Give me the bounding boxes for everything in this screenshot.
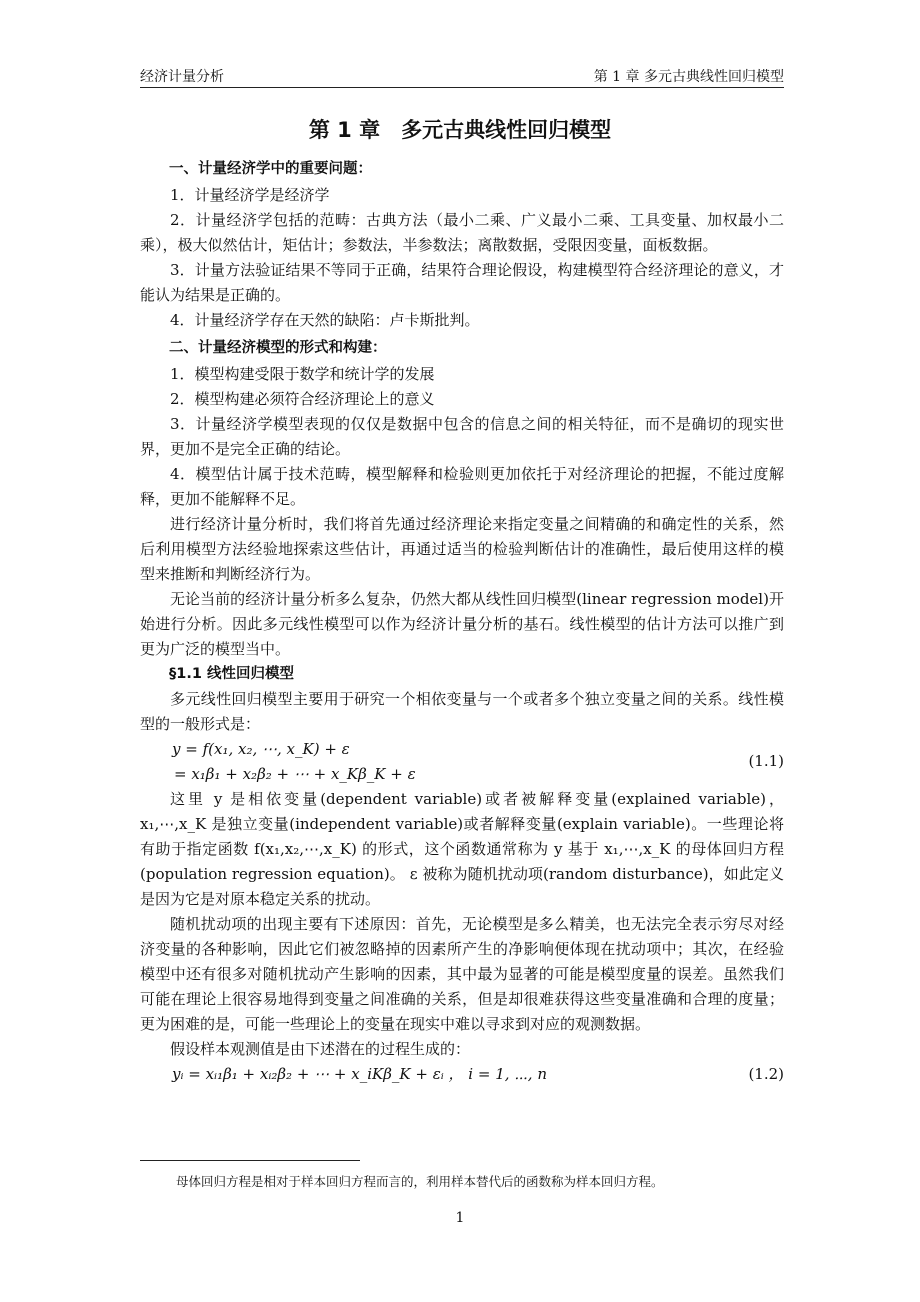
paragraph-4: 这里 y 是相依变量(dependent variable)或者被解释变量(explained variable)， x₁,⋯,x_K 是独立变量(independent variable)或者解释变量(explain variable)。一些理论将有助于指定函数 f(x₁,x₂,⋯,x_K) 的形式，这个函数通常称为 y 基于 x₁,⋯,x_K 的母体回归方程(population regression equation)。 ε 被称为随机扰动项(random disturbance)，如此定义是因为它是对原本稳定关系的扰动。 [140, 790, 784, 908]
section1-item-4: 4．计量经济学存在天然的缺陷：卢卡斯批判。 [170, 311, 480, 329]
equation-1-2-text: yᵢ = xᵢ₁β₁ + xᵢ₂β₂ + ⋯ + x_iKβ_K + εᵢ ， i = 1, ⋯, n [172, 1065, 547, 1083]
equation-1-1-line1: y = f(x₁, x₂, ⋯, x_K) + ε [172, 740, 350, 758]
paragraph-3: 多元线性回归模型主要用于研究一个相依变量与一个或者多个独立变量之间的关系。线性模型的一般形式是： [140, 690, 784, 733]
running-header-right: 第 1 章 多元古典线性回归模型 [593, 69, 784, 85]
paragraph-2: 无论当前的经济计量分析多么复杂，仍然大都从线性回归模型(linear regression model)开始进行分析。因此多元线性模型可以作为经济计量分析的基石。线性模型的估计方法可以推广到更为广泛的模型当中。 [140, 590, 784, 658]
section1-heading: 一、计量经济学中的重要问题： [169, 161, 372, 177]
footnote-rule [140, 1160, 360, 1161]
section1-item-3: 3．计量方法验证结果不等同于正确，结果符合理论假设，构建模型符合经济理论的意义，才能认为结果是正确的。 [140, 261, 784, 304]
equation-1-2 [140, 1062, 784, 1087]
section-1-1-heading: §1.1 线性回归模型 [169, 666, 294, 682]
paragraph-1: 进行经济计量分析时，我们将首先通过经济理论来指定变量之间精确的和确定性的关系，然后利用模型方法经验地探索这些估计，再通过适当的检验判断估计的准确性，最后使用这样的模型来推断和判断经济行为。 [140, 515, 784, 583]
paragraph-5: 随机扰动项的出现主要有下述原因：首先，无论模型是多么精美，也无法完全表示穷尽对经济变量的各种影响，因此它们被忽略掉的因素所产生的净影响便体现在扰动项中；其次，在经验模型中还有很多对随机扰动产生影响的因素，其中最为显著的可能是模型度量的误差。虽然我们可能在理论上很容易地得到变量之间准确的关系，但是却很难获得这些变量准确和合理的度量；更为困难的是，可能一些理论上的变量在现实中难以寻求到对应的观测数据。 [140, 915, 784, 1033]
running-header-left: 经济计量分析 [140, 69, 224, 85]
section2-item-4: 4．模型估计属于技术范畴，模型解释和检验则更加依托于对经济理论的把握，不能过度解释，更加不能解释不足。 [140, 465, 784, 508]
page-body [140, 154, 784, 1087]
section2-heading: 二、计量经济模型的形式和构建： [169, 340, 387, 356]
paragraph-6: 假设样本观测值是由下述潜在的过程生成的： [170, 1040, 471, 1058]
section2-item-2: 2．模型构建必须符合经济理论上的意义 [170, 390, 435, 408]
section2-item-1: 1．模型构建受限于数学和统计学的发展 [170, 365, 435, 383]
section1-item-2: 2．计量经济学包括的范畴：古典方法（最小二乘、广义最小二乘、工具变量、加权最小二乘），极大似然估计，矩估计；参数法，半参数法；离散数据，受限因变量，面板数据。 [140, 211, 784, 254]
section1-item-1: 1．计量经济学是经济学 [170, 186, 330, 204]
equation-1-1-line2: = x₁β₁ + x₂β₂ + ⋯ + x_Kβ_K + ε [174, 765, 416, 783]
page-number: 1 [455, 1210, 465, 1226]
equation-1-1-number: (1.1) [748, 752, 784, 770]
section2-item-3: 3．计量经济学模型表现的仅仅是数据中包含的信息之间的相关特征，而不是确切的现实世界，更加不是完全正确的结论。 [140, 415, 784, 458]
chapter-title: 第 1 章 多元古典线性回归模型 [308, 118, 612, 142]
equation-1-1 [140, 737, 784, 787]
header-rule [140, 87, 784, 88]
equation-1-2-number: (1.2) [748, 1065, 784, 1083]
footnote: 母体回归方程是相对于样本回归方程而言的，利用样本替代后的函数称为样本回归方程。 [176, 1174, 664, 1189]
